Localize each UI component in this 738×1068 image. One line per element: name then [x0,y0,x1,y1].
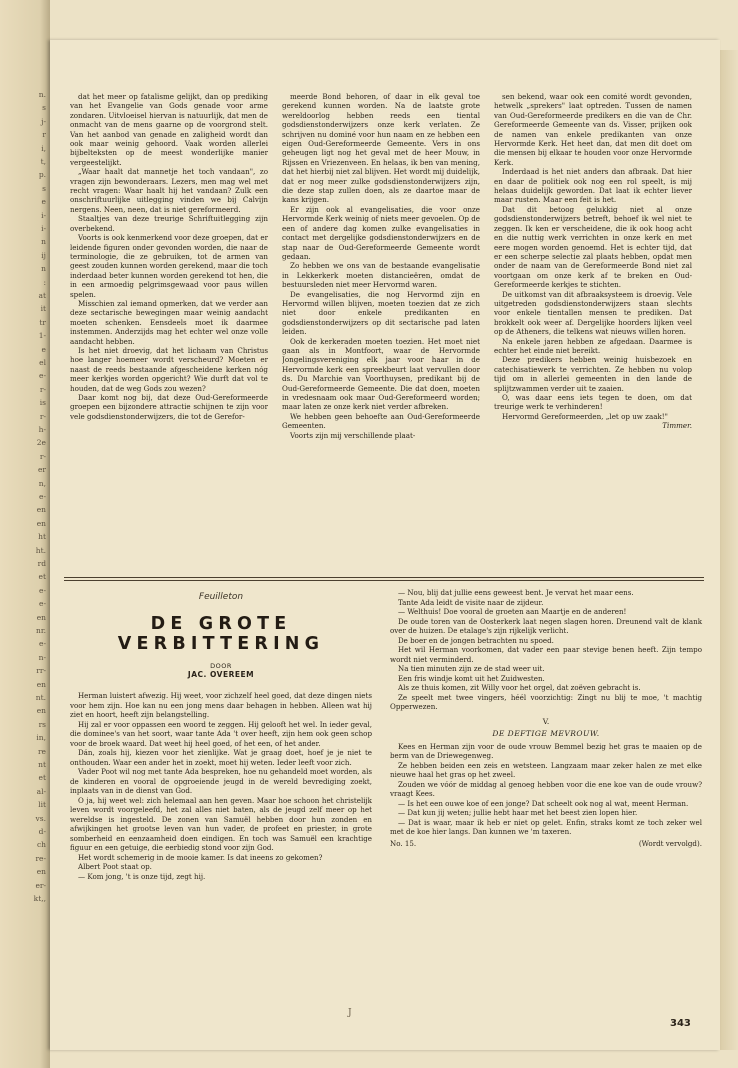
story-paragraph: — Welthuis! Doe vooral de groeten aan Maartje en de anderen! [398,607,627,616]
article-column-1 [70,92,268,612]
margin-fragment: rs [38,719,46,729]
article-column-3 [494,92,692,612]
margin-fragment: n [41,264,46,274]
article-paragraph: O, was daar eens iets tegen te doen, om dat treurige werk te verhinderen! [494,393,692,412]
margin-fragment: en [36,518,46,528]
story-paragraph: O ja, hij weet wel: zich helemaal aan hen geven. Maar hoe schoon het christelijk leven wordt voorgeleefd, het zal alles niet baten, als de jeugd zelf meer op het wereldse is ingesteld. De zonen van Samuël hebben door hun zonden en afwijkingen het grootse leven van hun vader, de profeet en priester, in grote somberheid en eenzaamheid doen eindigen. En toch was Samuël een krachtige figuur en een getuige, die eerbiedig stond voor zijn God. [70,795,372,852]
margin-fragment: r [42,130,46,140]
article-paragraph: Staaltjes van deze treurige Schriftuitlegging zijn overbekend. [70,214,268,233]
margin-fragment: in, [36,733,46,743]
margin-fragment: e- [39,492,46,501]
section-divider-thin [64,580,704,581]
article-paragraph: Daar komt nog bij, dat deze Oud-Gereformeerde groepen een bijzondere attractie schijnen te zijn voor vele godsdienstonderwijzers, die tot de Gerefor- [70,393,268,421]
feuilleton-left-column [70,588,372,1033]
margin-fragment: lit [38,800,46,810]
story-paragraph: Een fris windje komt uit het Zuidwesten. [398,673,545,683]
author-name: JAC. OVEREEM [187,670,255,679]
byline-door: DOOR [210,662,232,670]
article-paragraph: Deze predikers hebben weinig huisbezoek en catechisatiewerk te verrichten. Ze hebben nu volop tijd om in allerlei gemeenten in den lande de splijtzwammen verder uit te zaaien. [494,355,692,393]
margin-fragment: h- [38,425,46,434]
chapter-number: V. [542,716,550,726]
margin-fragment: 1- [38,331,46,341]
margin-fragment: ht. [35,545,46,555]
margin-fragment: en [36,679,46,689]
margin-fragment: e- [39,371,46,381]
author-signature: Timmer. [662,421,692,431]
story-paragraph: Zouden we vóór de middag al genoeg hebben voor die ene koe van de oude vrouw? vraagt Kees. [390,779,702,798]
story-text-right [390,588,702,712]
story-text-left [70,691,372,881]
margin-fragment: vs. [35,813,46,823]
section-divider [64,577,704,578]
margin-fragment: re- [35,853,46,863]
story-paragraph: — Kom jong, 't is onze tijd, zegt hij. [78,871,206,881]
margin-fragment: kt,, [33,894,46,903]
margin-fragment: et [38,572,46,582]
story-paragraph: Ze speelt met twee vingers, héél voorzichtig: Zingt nu blij te moe, 't machtig Opperwezen. [390,692,702,711]
margin-fragment: en [36,867,46,877]
margin-fragment: i- [41,210,46,220]
article-paragraph: Inderdaad is het niet anders dan afbraak. Dat hier en daar de politiek ook nog een rol speelt, is mij helaas duidelijk geworden. Dat laat ik echter liever maar rusten. Maar een feit is het. [494,167,692,205]
story-paragraph: Dán, zoals hij, kiezen voor het zienlijke. Wat je graag doet, hoef je je niet te onthouden. Waar een ander het in zoekt, moet hij weten. Ieder leeft voor zich. [70,748,372,767]
margin-fragment: e [41,197,46,207]
margin-fragment: en [36,612,46,622]
margin-fragment: e- [39,585,46,595]
continued-note: (Wordt vervolgd). [638,838,702,848]
margin-fragment: nt [38,760,46,769]
margin-fragment: t, [40,157,46,166]
article-paragraph: dat het meer op fatalisme gelijkt, dan op prediking van het Evangelie van Gods genade voor arme zondaren. Uitvloeisel hiervan is natuurlijk, dat men de onmacht van de mens gaarne op de voorgrond stelt. Van het aanbod van genade en zaligheid wordt dan ook maar weinig gehoord. Vaak worden allerlei bijbelteksten op de meest wonderlijke manier vergeestelijkt. [70,92,268,167]
margin-fragment: e [41,344,46,354]
article-paragraph: Is het niet droevig, dat het lichaam van Christus hoe langer hoemeer wordt verscheurd? Moeten er naast de reeds bestaande afgescheidene kerken nóg meer kerkjes worden opgericht? Wie durft dat vol te houden, dat de weg Gods zou wezen? [70,345,268,393]
margin-fragment: n. [38,90,46,99]
story-title: DE GROTE VERBITTERING [117,614,325,654]
margin-fragment: r- [39,451,46,461]
margin-fragment: r- [39,384,46,394]
margin-fragment: it [40,304,46,314]
margin-fragment: d- [38,827,46,836]
chapter-title: DE DEFTIGE MEVROUW. [492,728,600,738]
article-paragraph: sen bekend, waar ook een comité wordt gevonden, hetwelk „sprekers" laat optreden. Tussen de namen van Oud-Gereformeerde predikers en die van de Chr. Gereformeerde Gemeente van ds. Visser, prijken ook de namen van enkele predikanten van onze Hervormde Kerk. Het heet dan, dat men dit doet om die mensen bij elkaar te houden voor onze Hervormde Kerk. [494,92,692,167]
article-paragraph: We hebben geen behoefte aan Oud-Gereformeerde Gemeenten. [282,411,480,431]
margin-fragment: i- [41,224,46,233]
story-text-right-chapter [390,742,702,837]
margin-fragment: tr [39,317,46,327]
article-paragraph: Dat dit betoog gelukkig niet al onze godsdienstonderwijzers betreft, behoef ik wel niet te zeggen. Ik ken er verscheidene, die ik ook hoog acht en die nuttig werk verrichten in onze kerk en met eere mogen worden genoemd. Het is echter tijd, dat er een scherpe selectie zal plaats hebben, opdat men onder de naam van de Gereformeerde Bond niet zal voortgaan om onze kerk af te breken en Oud-Gereformeerde kerkjes te stichten. [494,204,692,290]
margin-fragment: n, [38,478,46,488]
story-paragraph: Hij zal er voor oppassen een woord te zeggen. Hij gelooft het wel. In ieder geval, die dominee's van het soort, waar tante Ada 't over heeft, zijn hem ook geen schop voor de broek waard. Dat weet hij heel goed, of het een, of het ander. [70,719,372,748]
story-paragraph: Vader Poot wil nog met tante Ada bespreken, hoe nu gehandeld moet worden, als de kinderen en vooral de opgroeiende jeugd in de wereld bevrediging zoekt, inplaats van in de dienst van God. [70,767,372,795]
margin-fragment: p. [38,170,46,180]
article-paragraph: De evangelisaties, die nog Hervormd zijn en Hervormd willen blijven, moeten toezien dat ze zich niet door enkele predikanten en godsdienstonderwijzers op dit sectarische pad laten leiden. [282,289,480,337]
issue-number: No. 15. [390,838,417,848]
margin-fragment: nt. [35,693,46,702]
margin-fragment: n- [38,652,46,662]
margin-fragment: en [36,706,46,716]
ornament-mark: J [348,1008,352,1018]
story-paragraph: Herman luistert afwezig. Hij weet, voor zichzelf heel goed, dat deze dingen niets voor hem zijn. Hoe kan nu een jong mens daar behagen in hebben. Alleen wat hij ziet en hoort, heeft zijn belangstelling. [70,691,372,719]
margin-fragment: er [37,465,46,475]
previous-page-edge [0,0,50,1068]
margin-fragment: 2e [36,438,46,448]
story-paragraph: Het wordt schemerig in de mooie kamer. Is dat ineens zo gekomen? [78,852,323,862]
article-paragraph: Zo hebben we ons van de bestaande evangelisatie in Lekkerkerk moeten distancieëren, omdat de bestuursleden niet meer Hervormd waren. [282,261,480,290]
article-paragraph: Er zijn ook al evangelisaties, die voor onze Hervormde Kerk weinig of niets meer gevoelen. Op de een of andere dag komen zulke evangelisaties in contact met dergelijke godsdienstonderwijzers en de stap naar de Oud-Gereformeerde Gemeente wordt gedaan. [282,204,480,261]
story-paragraph: Tante Ada leidt de visite naar de zijdeur. [398,597,544,607]
story-paragraph: Ze hebben beiden een zeis en wetsteen. Langzaam maar zeker halen ze met elke nieuwe haal het gras op het zweel. [390,760,702,779]
story-footer [390,839,702,849]
margin-fragment: rd [37,559,46,568]
margin-fragment: e- [39,599,46,609]
article-columns [70,92,700,612]
margin-fragment: r- [39,411,46,421]
article-paragraph: Misschien zal iemand opmerken, dat we verder aan deze sectarische bewegingen maar weinig aandacht moeten schenken. Eensdeels moet ik daarmee instemmen. Anderzijds mag het echter wel onze volle aandacht hebben. [70,298,268,346]
margin-fragment: re [37,746,46,756]
story-paragraph: Na tien minuten zijn ze de stad weer uit. [398,664,545,673]
story-paragraph: Kees en Herman zijn voor de oude vrouw Bemmel bezig het gras te maaien op de berm van de Driewegenweg. [390,741,702,760]
margin-fragment: rr- [36,666,46,676]
page-number: 343 [670,1018,691,1029]
margin-fragment: et [38,773,46,783]
margin-fragment: er- [35,880,46,890]
margin-fragment: is [39,398,46,408]
story-paragraph: — Dat kun jij weten; jullie hebt haar met het beest zien lopen hier. [398,808,638,817]
margin-fragment: ij [41,250,46,260]
story-paragraph: Het wil Herman voorkomen, dat vader een paar stevige benen heeft. Zijn tempo wordt niet verminderd. [390,645,702,664]
article-paragraph: „Waar haalt dat mannetje het toch vandaan", zo vragen zijn bewonderaars. Lezers, men mag wel met recht vragen: Waar haalt hij het vandaan? Zulk een onschriftuurlijke uitlegging vinden we bij Calvijn nergens. Neen, neen, dat is niet gereformeerd. [70,167,268,214]
margin-fragment: i, [41,143,46,153]
margin-fragment: j- [41,116,46,126]
margin-fragment: al- [36,786,46,796]
article-paragraph: Na enkele jaren hebben ze afgedaan. Daarmee is echter het einde niet bereikt. [494,336,692,355]
story-paragraph: De oude toren van de Oosterkerk laat negen slagen horen. Dreunend valt de klank over de huizen. De etalage's zijn rijkelijk verlicht. [390,616,702,635]
margin-fragment: ht [38,532,46,542]
story-paragraph: Albert Poot staat op. [78,862,152,871]
margin-fragment: s [42,103,46,113]
article-paragraph: Ook de kerkeraden moeten toezien. Het moet niet gaan als in Montfoort, waar de Hervormde Jongelingsvereniging elk jaar voor haar in de Hervormde kerk een spreekbeurt laat vervullen door ds. Du Marchie van Voorthuysen, predikant bij de Oud-Gereformeerde Gemeente. Die dat doen, moeten in vredesnaam ook maar Oud-Gereformeerd worden; maar laten ze onze kerk niet verder afbreken. [282,336,480,412]
margin-fragment: nr. [36,626,46,635]
magazine-page [50,40,720,1050]
article-paragraph: Hervormd Gereformeerden, „let op uw zaak!" Timmer. [502,411,692,431]
article-paragraph: Voorts zijn mij verschillende plaat- [290,430,416,440]
margin-fragment: el [39,358,46,367]
margin-fragment: n [41,237,46,247]
margin-fragment: s [42,183,46,193]
story-paragraph: De boer en de jongen betrachten nu spoed. [398,635,554,645]
story-paragraph: — Dat is waar, maar ik heb er niet op gelet. Enfin, straks komt ze toch zeker wel met de koe hier langs. Dan kunnen we 'm taxeren. [390,817,702,836]
article-column-2 [282,92,480,612]
margin-fragment: e- [39,639,46,649]
feuilleton-right-column [390,588,702,1033]
margin-fragment: at [38,291,46,300]
margin-fragment: en [36,505,46,515]
article-paragraph: Voorts is ook kenmerkend voor deze groepen, dat er leidende figuren onder gevonden worden, die naar de terminologie, die ze gebruiken, tot de armen van geest zouden kunnen worden gerekend, maar die toch inderdaad beter kunnen worden gerekend tot hen, die in een armoedig pelgrimsgewaad voor paus willen spelen. [70,233,268,299]
story-paragraph: Als ze thuis komen, zit Willy voor het orgel, dat zoëven gebracht is. [398,683,641,692]
story-paragraph: — Nou, blij dat jullie eens geweest bent. Je vervat het maar eens. [398,588,634,597]
margin-fragment: : [43,277,46,287]
page-fold-edge [718,50,738,1050]
story-paragraph: — Is het een ouwe koe of een jonge? Dat scheelt ook nog al wat, meent Herman. [398,798,689,808]
feuilleton-label: Feuilleton [198,592,244,602]
article-paragraph: meerde Bond behoren, of daar in elk geval toe gerekend kunnen worden. Na de laatste grote wereldoorlog hebben reeds een tiental godsdienstonderwijzers onze kerk verlaten. Ze schrijven nu dominé voor hun naam en ze hebben een eigen Oud-Gereformeerde Gemeente. Vers in ons geheugen ligt nog het geval met de heer Mouw, in Rijssen en Vriezenveen. En helaas, ik ben van mening, dat het hierbij niet zal blijven. Het wordt mij duidelijk, dat er nog meer zulke godsdienstonderwijzers zijn, die deze stap zullen doen, als ze daartoe maar de kans krijgen. [282,92,480,205]
margin-fragment: ch [36,840,46,850]
article-paragraph: De uitkomst van dit afbraaksysteem is droevig. Vele uitgetreden godsdienstonderwijzers staan slechts voor enkele tientallen mensen te prediken. Dat brokkelt ook weer af. Dergelijke hoorders lijken veel op de Atheners, die telkens wat nieuws willen horen. [494,289,692,337]
